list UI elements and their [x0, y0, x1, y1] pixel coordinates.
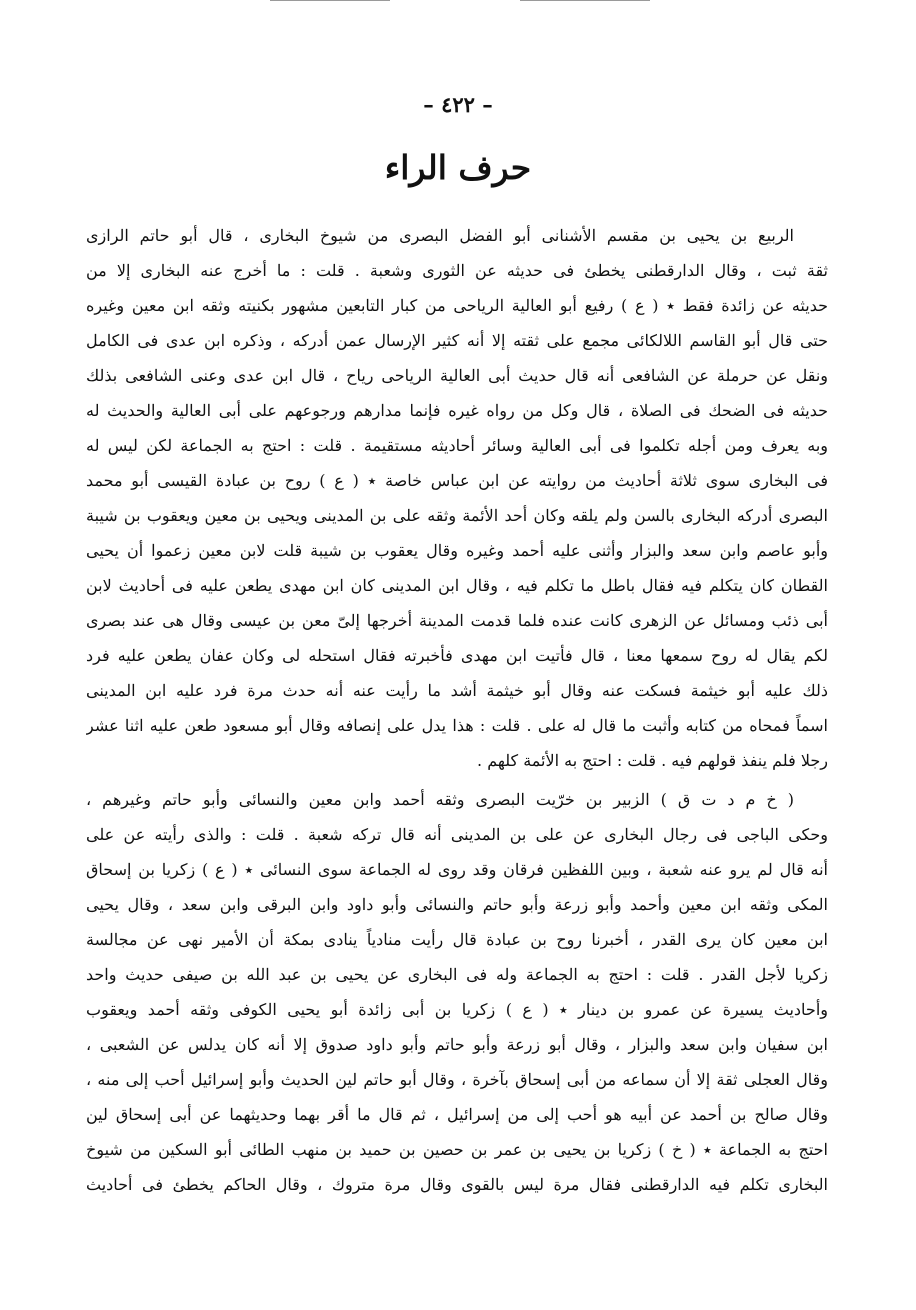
text-line: الربيع بن يحيى بن مقسم الأشنانى أبو الفضل البصرى من شيوخ البخارى ، قال أبو حاتم الرازى	[86, 226, 794, 245]
text-line: زكريا لأجل القدر . قلت : احتج به الجماعة وله فى البخارى عن يحيى بن عبد الله بن صيفى حديث واحد	[86, 965, 828, 984]
text-line: حديثه فى الضحك فى الصلاة ، قال وكل من رواه غيره فإنما مدارهم ورجوعهم على أبى العالية والحديث له	[86, 401, 828, 420]
text-line: القطان كان يتكلم فيه فقال باطل ما تكلم فيه ، وقال ابن المدينى كان ابن مهدى يطعن عليه فى أحاديث لابن	[86, 576, 828, 595]
text-line: وقال صالح بن أحمد عن أبيه هو أحب إلى من إسرائيل ، ثم قال ما أقر بهما وحديثهما عن أبى إسحاق لين	[86, 1105, 828, 1124]
text-line: المكى وثقه ابن معين وأحمد وأبو زرعة وأبو حاتم والنسائى وأبو داود وابن البرقى وابن سعد ، وقال يحيى	[86, 895, 828, 914]
text-line: فى البخارى سوى ثلاثة أحاديث من روايته عن ابن عباس خاصة ٭ ( ع ) روح بن عبادة القيسى أبو محمد	[86, 471, 828, 490]
paragraph-rabi	[86, 218, 828, 778]
text-line: اسماً فمحاه من كتابه وأثبت ما قال له على . قلت : هذا يدل على إنصافه وقال أبو مسعود طعن عليه اثنا عشر	[86, 716, 828, 735]
chapter-title: حرف الراء	[384, 148, 532, 187]
text-line: وبه يعرف ومن أجله تكلموا فى أبى العالية وسائر أحاديثه مستقيمة . قلت : احتج به الجماعة لكن ليس له	[86, 436, 828, 455]
text-line: ذلك عليه أبو خيثمة فسكت عنه وقال أبو خيثمة أشد ما رأيت عنه أنه حدث مرة فرد عليه ابن المدينى	[86, 681, 828, 700]
text-line: حديثه عن زائدة فقط ٭ ( ع ) رفيع أبو العالية الرياحى من كبار التابعين مشهور بكنيته وثقه ابن معين وغيره	[86, 296, 828, 315]
text-line: ( خ م د ت ق ) الزبير بن خرّيت البصرى وثقه أحمد وابن معين والنسائى وأبو حاتم وغيرهم ،	[86, 790, 794, 809]
text-line: حتى قال أبو القاسم اللالكائى مجمع على ثقته إلا أنه كثير الإرسال عمن أدركه ، وذكره ابن عدى فى الكامل	[86, 331, 828, 350]
page-number: – ٤٢٢ –	[423, 92, 493, 117]
text-line: ثقة ثبت ، وقال الدارقطنى يخطئ فى حديثه عن الثورى وشعبة . قلت : ما أخرج عنه البخارى إلا من	[86, 261, 828, 280]
text-line: وأبو عاصم وابن سعد والبزار وأثنى عليه أحمد وغيره وقال يعقوب بن شيبة قلت لابن معين زعموا أن يحيى	[86, 541, 828, 560]
text-line: احتج به الجماعة ٭ ( خ ) زكريا بن يحيى بن عمر بن حصين بن حميد بن منهب الطائى أبو السكين من شيوخ	[86, 1140, 828, 1159]
text-line: ونقل عن حرملة عن الشافعى أنه قال حديث أبى العالية الرياحى رياح ، قال ابن عدى وعنى الشافعى بذلك	[86, 366, 828, 385]
text-line: البخارى تكلم فيه الدارقطنى فقال مرة ليس بالقوى وقال مرة متروك ، وقال الحاكم يخطئ فى أحاديث	[86, 1175, 828, 1194]
text-line: رجلا فلم ينفذ قولهم فيه . قلت : احتج به الأئمة كلهم .	[477, 751, 828, 770]
text-line: وقال العجلى ثقة إلا أن سماعه من أبى إسحاق بآخرة ، وقال أبو حاتم لين الحديث وأبو إسرائيل أحب إلى منه ،	[86, 1070, 828, 1089]
text-line: لكم يقال له روح سمعها معنا ، قال فأتيت ابن مهدى فأخبرته فقال استحله لى وكان عفان يطعن عليه فرد	[86, 646, 828, 665]
paragraph-zubayr	[86, 782, 828, 1202]
text-line: ابن معين كان يرى القدر ، أخبرنا روح بن عبادة قال رأيت منادياً ينادى بمكة أن الأمير نهى عن مجالسة	[86, 930, 828, 949]
text-line: ابن سفيان وابن سعد والبزار ، وقال أبو زرعة وأبو حاتم وأبو داود صدوق إلا أنه كان يدلس عن الشعبى ،	[86, 1035, 828, 1054]
text-line: وأحاديث يسيرة عن عمرو بن دينار ٭ ( ع ) زكريا بن أبى زائدة أبو يحيى الكوفى وثقه أحمد ويعقوب	[86, 1000, 828, 1019]
scan-edge-line	[520, 0, 650, 1]
text-line: أنه قال لم يرو عنه شعبة ، وبين اللفظين فرقان وقد روى له الجماعة سوى النسائى ٭ ( ع ) زكريا بن إسحاق	[86, 860, 828, 879]
text-line: البصرى أدركه البخارى بالسن ولم يلقه وكان أحد الأئمة وثقه على بن المدينى ويحيى بن معين ويعقوب بن شيبة	[86, 506, 828, 525]
body-text	[86, 218, 828, 1206]
scan-edge-line	[270, 0, 390, 1]
text-line: وحكى الباجى فى رجال البخارى عن على بن المدينى أنه قال تركه شعبة . قلت : والذى رأيته عن على	[86, 825, 828, 844]
text-line: أبى ذئب ومسائل عن الزهرى كانت عنده فلما قدمت المدينة أخرجها إلىّ معن بن عيسى وقال هى عند بصرى	[86, 611, 828, 630]
